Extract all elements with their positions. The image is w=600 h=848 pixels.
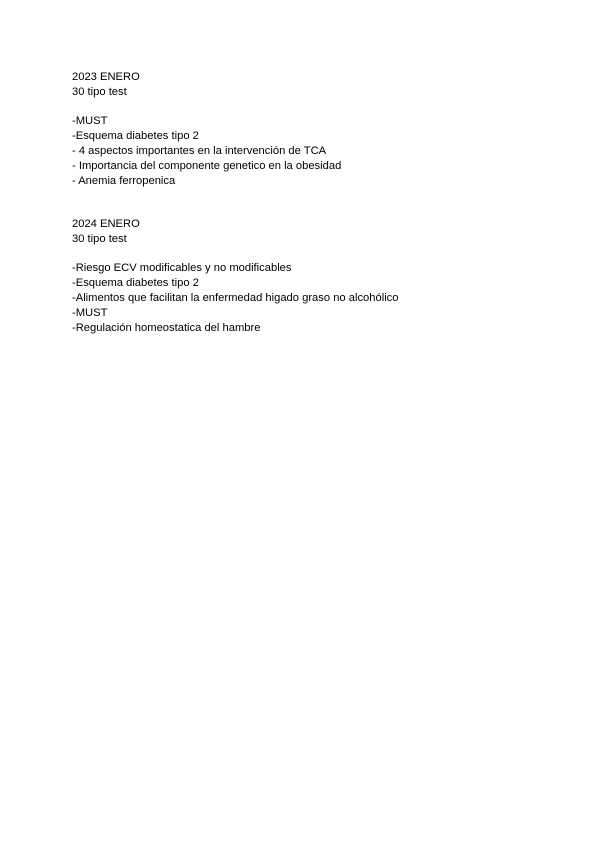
section-heading: 2024 ENERO	[72, 218, 140, 230]
list-item: -Regulación homeostatica del hambre	[72, 322, 261, 334]
exam-section-2023	[72, 70, 552, 189]
exam-section-2024	[72, 217, 552, 336]
section-subheading: 30 tipo test	[72, 233, 127, 245]
list-item: -Alimentos que facilitan la enfermedad higado graso no alcohólico	[72, 292, 399, 304]
section-subheading: 30 tipo test	[72, 86, 127, 98]
list-item: -MUST	[72, 307, 108, 319]
spacer	[72, 247, 552, 261]
list-item: -Riesgo ECV modificables y no modificables	[72, 262, 292, 274]
list-item: - Importancia del componente genetico en la obesidad	[72, 160, 342, 172]
section-heading: 2023 ENERO	[72, 71, 140, 83]
list-item: -Esquema diabetes tipo 2	[72, 130, 199, 142]
list-item: - Anemia ferropenica	[72, 175, 176, 187]
list-item: -Esquema diabetes tipo 2	[72, 277, 199, 289]
spacer	[72, 100, 552, 114]
list-item: -MUST	[72, 115, 108, 127]
list-item: - 4 aspectos importantes en la intervención de TCA	[72, 145, 327, 157]
